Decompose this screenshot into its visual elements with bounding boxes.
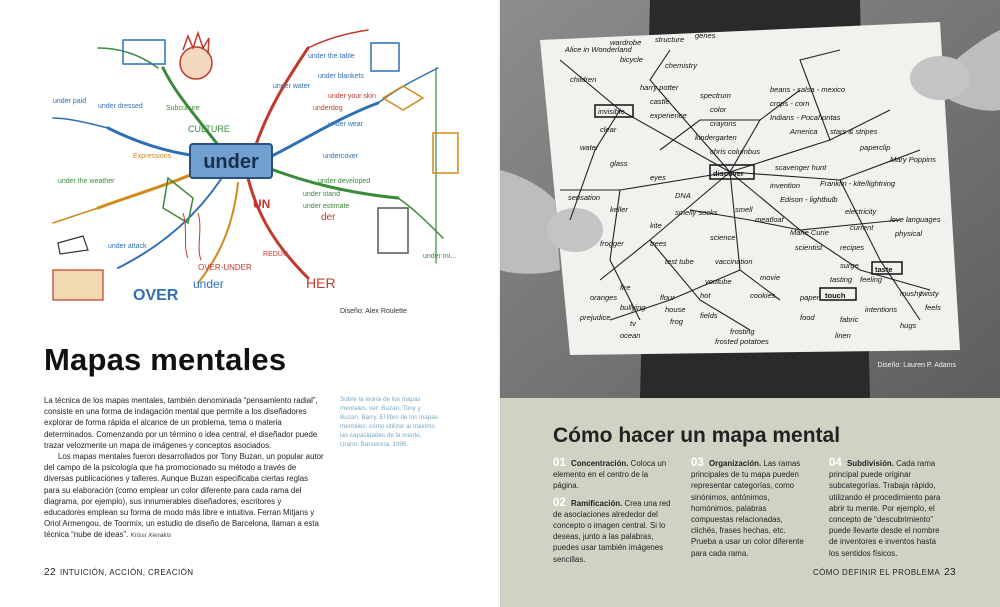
- step-text: Crea una red de asociaciones alrededor del concepto o imagen central. Si lo deseas, junto a las palabras, puedes usar también imágenes sencillas.: [553, 498, 671, 564]
- body-paragraph: La técnica de los mapas mentales, también denominada “pensamiento radial”, consiste en una forma de indagación mental que permite a los diseñadores explorar de forma rápida el alcance de un problema, tema o materia determinados. Comenzando por un término o idea central, el diseñador puede trazar velozmente un mapa de imágenes y conceptos asociados.: [44, 396, 318, 450]
- step-text: Cada rama principal puede originar subcategorías. Trabaja rápido, utilizando el procedimiento para abrir tu mente. Por ejemplo, el concepto de “descubrimiento” puede llevarte desde el nombre de inventores e inventos hasta los sentidos físicos.: [829, 459, 941, 558]
- photo-word: feeling: [860, 275, 883, 284]
- photo-word: keller: [610, 205, 628, 214]
- photo-word: tv: [630, 319, 636, 328]
- photo-word: intentions: [865, 305, 898, 314]
- step-item: [691, 458, 809, 559]
- step-number: 04: [829, 457, 842, 469]
- step-column-3: [829, 458, 947, 559]
- photo-word: flour: [660, 293, 675, 302]
- photo-word: structure: [655, 35, 685, 44]
- photo-word: paper: [800, 293, 820, 302]
- photo-word: Alice in Wonderland: [565, 45, 632, 54]
- photo-word: trees: [650, 239, 667, 248]
- step-column-1: [553, 458, 671, 565]
- body-text: [44, 395, 324, 542]
- photo-word: invisible: [598, 107, 625, 116]
- photo-word: harry potter: [640, 83, 679, 92]
- photo-word: fields: [700, 311, 718, 320]
- mindmap-center-label: under: [203, 151, 259, 173]
- photo-word: recipes: [840, 243, 865, 252]
- photo-word: scientist: [795, 243, 823, 252]
- body-paragraph-text: Los mapas mentales fueron desarrollados por Tony Buzan, un popular autor del campo de la psicología que ha promocionado su método a través de diversas publicaciones y talleres. Aunque Buzan especificaba ciertas reglas para su elaboración (como emplear un color diferente para cada rama del diagrama, por ejemplo), sus innumerables diseñadores, escritores y educadores emplean su forma de modo más libre e intuitiva. Ferran Mitjans y Oriol Armengou, de Toormix, un estudio de diseño de Barcelona, llaman a esta técnica “nube de ideas”.: [44, 452, 324, 540]
- photo-word: hugs: [900, 321, 917, 330]
- step-number: 02: [553, 496, 566, 509]
- book-gutter: [498, 0, 502, 607]
- photo-word: chemistry: [665, 61, 698, 70]
- photo-word: glass: [610, 159, 628, 168]
- step-heading: Ramificación.: [571, 498, 623, 508]
- photo-word: crayons: [710, 119, 737, 128]
- mindmap-label: under water: [273, 83, 310, 90]
- photo-word: current: [850, 223, 874, 232]
- mindmap-label: under dressed: [98, 103, 143, 110]
- photo-word: touch: [825, 291, 846, 300]
- step-text: Coloca un elemento en el centro de la página.: [553, 459, 667, 491]
- photo-word: invention: [770, 181, 801, 190]
- mindmap-label: OVER-UNDER: [198, 263, 252, 272]
- mindmap-label: der: [321, 212, 336, 223]
- photo-word: Mary Poppins: [890, 155, 936, 164]
- mindmap-label: Subculture: [166, 105, 200, 112]
- photo-word: cookies: [750, 291, 776, 300]
- photo-word: smell: [735, 205, 753, 214]
- photo-word: ocean: [620, 331, 641, 340]
- photo-word: genes: [695, 31, 716, 40]
- step-heading: Organización.: [709, 459, 762, 468]
- mindmap-label: Expressions: [133, 153, 172, 160]
- photo-word: surge: [840, 261, 859, 270]
- photo-word: youtube: [705, 277, 732, 286]
- photo-word: fabric: [840, 315, 859, 324]
- photo-word: scavenger hunt: [775, 163, 827, 172]
- step-heading: Subdivisión.: [847, 459, 894, 468]
- mindmap-label: under paid: [53, 98, 87, 105]
- photo-word: kindergarten: [695, 133, 737, 142]
- photo-word: DNA: [675, 191, 691, 200]
- mindmap-label: under the table: [308, 53, 355, 60]
- photo-word: frogger: [600, 239, 624, 248]
- mindmap-label: HER: [306, 275, 336, 291]
- step-item: [553, 498, 671, 565]
- photo-word: linen: [835, 331, 851, 340]
- photo-word: Indians - Pocahontas: [770, 113, 841, 122]
- mindmap-label: UN: [253, 197, 271, 211]
- photo-word: meatloaf: [755, 215, 784, 224]
- photo-word: Franklin - kite/lightning: [820, 179, 896, 188]
- mindmap-label: under developed: [318, 178, 371, 185]
- photo-word: America: [790, 127, 818, 136]
- photo-word: discover: [713, 169, 744, 178]
- running-footer: CÓMO DEFINIR EL PROBLEMA: [812, 568, 941, 577]
- photo-word: clear: [600, 125, 617, 134]
- mindmap-label: under your skin: [328, 93, 376, 100]
- mindmap-label: CULTURE: [188, 124, 230, 134]
- photo-word: Edison - lightbulb: [780, 195, 838, 204]
- photo-word: feels: [925, 303, 941, 312]
- page-number: 22: [44, 567, 56, 578]
- photo-word: water: [580, 143, 599, 152]
- photo-word: science: [710, 233, 736, 242]
- photo-word: paperclip: [860, 143, 891, 152]
- mindmap-label: underdog: [313, 105, 343, 112]
- photo-word: taste: [875, 265, 893, 274]
- step-column-2: [691, 458, 809, 559]
- body-paragraph: [44, 451, 324, 542]
- photo-word: twisty: [920, 289, 939, 298]
- photo-word: eyes: [650, 173, 666, 182]
- photo-word: house: [665, 305, 686, 314]
- photo-word: food: [800, 313, 815, 322]
- mindmap-illustration: [38, 8, 463, 308]
- author-name: Krissi Xenakis: [130, 532, 172, 540]
- photo-word: crops - corn: [770, 99, 810, 108]
- section-title: Cómo hacer un mapa mental: [553, 424, 841, 447]
- photo-word: frosting: [730, 327, 755, 336]
- step-number: 01: [553, 457, 566, 469]
- step-number: 03: [691, 457, 704, 469]
- photo-word: beans - salsa - mexico: [770, 85, 846, 94]
- footer-right: [813, 567, 956, 578]
- photo-word: fire: [620, 283, 631, 292]
- photo-word: spectrum: [700, 91, 731, 100]
- mindmap-label: under attack: [108, 243, 147, 250]
- photo-word: experience: [650, 111, 687, 120]
- photo-word: children: [570, 75, 597, 84]
- step-text: Las ramas principales de tu mapa pueden representar categorías, como sinónimos, antónimos, homónimos, palabras compuestas relacionadas, clichés, frases hechas, etc. Prueba a usar un color diferente para cada rama.: [691, 459, 804, 558]
- mindmap-label: under stand: [303, 191, 340, 198]
- footer-left: [44, 567, 193, 578]
- mindmap-photo: [500, 0, 1000, 398]
- photo-credit: Diseño: Lauren P. Adams: [877, 362, 956, 369]
- mindmap-label: under estimate: [303, 203, 350, 210]
- page-title: Mapas mentales: [44, 342, 287, 377]
- photo-word: bullying: [620, 303, 646, 312]
- photo-word: chris columbus: [710, 147, 761, 156]
- sidenote: Sobre la teoría de los mapas mentales, ver: Buzan, Tony y Buzan, Barry. El libro de los mapas mentales: cómo utilizar al máximo las capacidades de la mente, Urano, Barcelona, 1996.: [340, 396, 438, 448]
- mindmap-label: under wear: [328, 121, 364, 128]
- step-item: [829, 458, 947, 559]
- photo-word: stars & stripes: [830, 127, 878, 136]
- photo-word: frog: [670, 317, 683, 326]
- photo-word: frosted potatoes: [715, 337, 769, 346]
- photo-word: Marie Curie: [790, 228, 829, 237]
- right-page: [500, 0, 1000, 607]
- photo-credit: Diseño: Alex Roulette: [340, 308, 407, 315]
- step-heading: Concentración.: [571, 459, 629, 468]
- photo-word: prejudice: [580, 313, 611, 322]
- mindmap-label: under: [193, 277, 224, 291]
- photo-word: movie: [760, 273, 781, 282]
- mindmap-label: under blankets: [318, 73, 364, 80]
- photo-word: hot: [700, 291, 711, 300]
- photo-word: smelly socks: [675, 208, 718, 217]
- photo-word: sensation: [568, 193, 601, 202]
- mindmap-label: undercover: [323, 153, 359, 160]
- photo-word: kite: [650, 221, 662, 230]
- photo-word: wardrobe: [610, 38, 642, 47]
- mindmap-label: OVER: [133, 287, 179, 304]
- page-number: 23: [944, 567, 956, 578]
- photo-word: vaccination: [715, 257, 753, 266]
- mindmap-label: under mi...: [423, 253, 457, 260]
- step-item: [553, 458, 671, 492]
- running-footer: INTUICIÓN, ACCIÓN, CREACIÓN: [59, 568, 194, 577]
- photo-word: castle: [650, 97, 670, 106]
- mindmap-label: REDUU: [263, 251, 288, 258]
- photo-word: bicycle: [620, 55, 643, 64]
- photo-word: mushy: [900, 289, 923, 298]
- photo-word: test tube: [665, 257, 694, 266]
- photo-word: color: [710, 105, 727, 114]
- mindmap-label: under the weather: [58, 178, 115, 185]
- photo-word: oranges: [590, 293, 618, 302]
- photo-word: physical: [895, 229, 923, 238]
- photo-word: electricity: [845, 207, 877, 216]
- photo-word: tasting: [830, 275, 853, 284]
- photo-word: love languages: [890, 215, 941, 224]
